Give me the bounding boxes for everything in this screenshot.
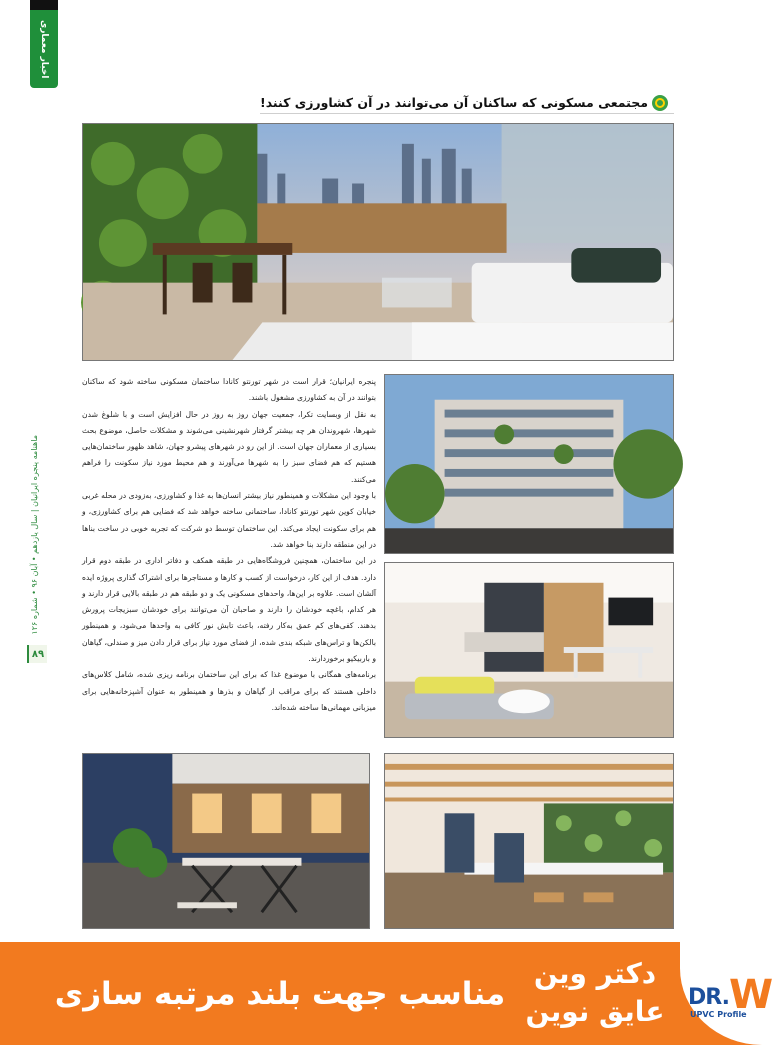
dr-win-logo[interactable] (680, 958, 772, 1028)
ad-banner-brand (520, 955, 670, 1035)
magazine-logo-icon (652, 95, 668, 111)
ad-banner-slogan: مناسب جهت بلند مرتبه سازی (54, 976, 506, 1012)
side-footer-text: ماهنامه پنجره ایرانیان | سال یازدهم • آبان ۹۶ • شماره ۱۲۶ (29, 435, 39, 635)
hero-rooftop-image (82, 123, 674, 361)
section-tab[interactable] (30, 10, 58, 88)
top-black-marker (30, 0, 58, 10)
ad-brand-line-2: عایق نوین (525, 995, 665, 1028)
interior-kitchen-image (384, 562, 674, 738)
body-paragraph-4: در این ساختمان، همچنین فروشگاه‌هایی در طبقه همکف و دفاتر اداری در طبقه دوم قرار دارد. هدف از این کار، درخواست از کسب و کارها و مستاجرها برای اشتراک گذاری پروژه ایده آلشان است. علاوه بر این‌ها، واحدهای مسکونی یک و دو طبقه هم در طبقه بالایی قرار دارند و هر کدام، باغچه خودشان را دارند و صاحبان آن می‌توانند برای خودشان سبزیجات پرورش بدهند. کفی‌های کم عمق به‌کار رفته، باعث تابش نور کافی به واحدها می‌شود، و همینطور بالکن‌ها و تراس‌های شبکه بندی شده، از فضای مورد نیاز برای قرار دادن میز و صندلی، گیاهان و باربیکیو برخوردارند. (82, 556, 376, 664)
body-paragraph-5: برنامه‌های همگانی با موضوع غذا که برای این ساختمان برنامه ریزی شده، شامل کلاس‌های داخلی هستند که برای مراقب از گیاهان و بذرها و همینطور به عنوان آشپزخانه‌هایی برای میزبانی مهمانی‌ها ساخته شده‌اند. (82, 670, 376, 712)
article-title: مجتمعی مسکونی که ساکنان آن می‌توانند در آن کشاورزی کنند! (260, 95, 649, 110)
ad-brand-line-1: دکتر وین (533, 957, 657, 990)
article-body (82, 374, 376, 744)
indoor-market-image (384, 753, 674, 929)
side-footer (27, 430, 41, 640)
logo-subtitle: UPVC Profile (690, 1010, 747, 1019)
body-paragraph-2: به نقل از وبسایت تکرا، جمعیت جهان روز به روز در حال افزایش است و با شلوغ شدن شهرها، شهروندان هر چه بیشتر گرفتار شهرنشینی می‌شوند و مشکلات حاصل، موضوع بحث بسیاری از معماران جهان است. از این رو در شهرهای پیشرو جهان، شاهد ظهور ساختمان‌هایی هستیم که هم فضای سبز را به شهرها می‌آورند و هم محیط مورد نیاز سکونت را فراهم می‌کنند. (82, 409, 376, 484)
body-paragraph-3: با وجود این مشکلات و همینطور نیاز بیشتر انسان‌ها به غذا و کشاورزی، به‌زودی در محله غربی خیابان کوین شهر تورنتو کانادا، ساختمانی ساخته خواهد شد که فضایی هم برای کشاورزی، و هم برای سکونت ایجاد می‌کند. این ساختمان توسط دو شرکت که تجربه خوبی در ساخت بناها در این منطقه دارند بنا خواهد شد. (82, 491, 376, 549)
page-number: ۸۹ (27, 645, 47, 663)
outdoor-dining-image (82, 753, 370, 929)
section-tab-label: اخبار معماری (39, 19, 49, 79)
article-title-row (260, 92, 674, 114)
logo-wordmark: DR.W (688, 972, 772, 1018)
body-paragraph-1: پنجره ایرانیان؛ قرار است در شهر تورنتو کانادا ساختمان مسکونی ساخته شود که ساکنان بتوانند در آن به کشاورزی مشغول باشند. (82, 377, 376, 403)
building-exterior-image (384, 374, 674, 554)
